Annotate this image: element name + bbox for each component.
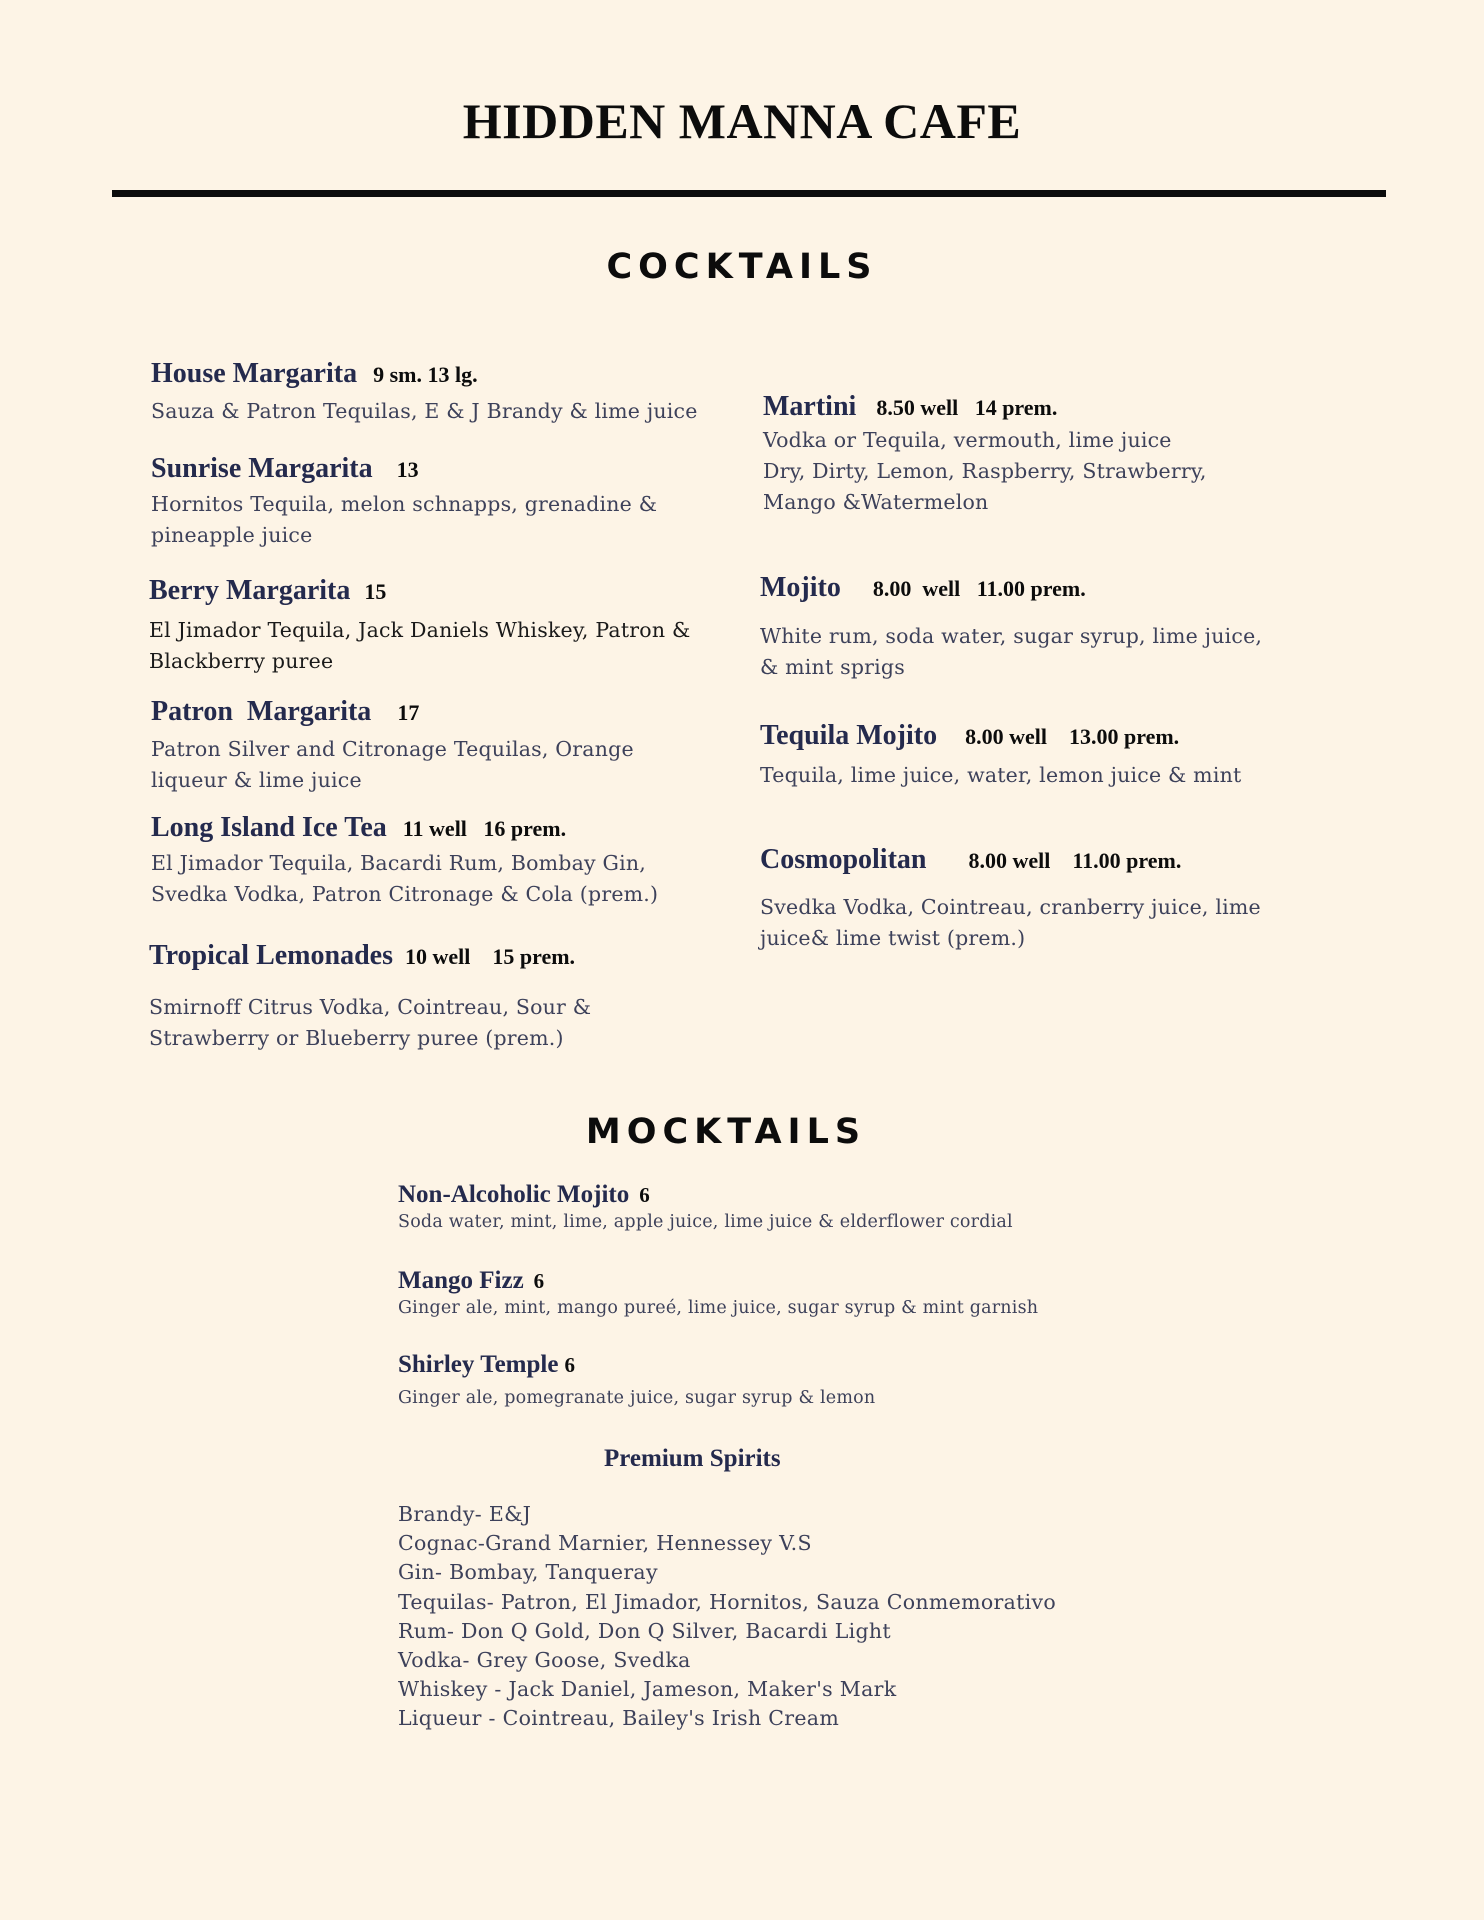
menu-item-shirley-temple	[398, 1351, 875, 1411]
item-name: Martini	[763, 391, 857, 422]
menu-item-tequila-mojito	[760, 720, 1241, 791]
item-description: El Jimador Tequila, Jack Daniels Whiskey, Patron & Blackberry puree	[149, 618, 691, 673]
menu-item-patron-margarita	[151, 696, 634, 796]
item-name: Tequila Mojito	[760, 720, 938, 751]
item-price: 8.00 well 11.00 prem.	[872, 576, 1086, 601]
menu-item-tropical-lemonades	[149, 940, 591, 1054]
menu-item-house-margarita	[151, 358, 698, 427]
item-name: Shirley Temple	[398, 1351, 559, 1378]
item-price: 6	[564, 1353, 575, 1377]
menu-item-berry-margarita	[149, 575, 690, 677]
item-name: Long Island Ice Tea	[151, 812, 387, 843]
item-name: Non-Alcoholic Mojito	[398, 1181, 630, 1208]
item-price: 15	[364, 579, 387, 604]
item-price: 8.00 well 13.00 prem.	[965, 724, 1180, 749]
cafe-title: HIDDEN MANNA CAFE	[462, 93, 1022, 149]
item-description: Patron Silver and Citronage Tequilas, Orange liqueur & lime juice	[151, 737, 634, 792]
spirit-line: Tequilas- Patron, El Jimador, Hornitos, Sauza Conmemorativo	[398, 1589, 1057, 1614]
item-name: Cosmopolitan	[760, 844, 927, 875]
item-name: Mango Fizz	[398, 1267, 524, 1294]
item-description: Tequila, lime juice, water, lemon juice & mint	[760, 763, 1242, 787]
item-price: 11 well 16 prem.	[402, 816, 567, 841]
spirit-line: Rum- Don Q Gold, Don Q Silver, Bacardi Light	[398, 1618, 891, 1643]
premium-spirits-title: Premium Spirits	[604, 1445, 781, 1472]
item-description: Sauza & Patron Tequilas, E & J Brandy & lime juice	[151, 399, 698, 423]
item-name: Tropical Lemonades	[149, 940, 393, 971]
item-description: Hornitos Tequila, melon schnapps, grenadine & pineapple juice	[151, 492, 658, 547]
item-price: 17	[397, 700, 420, 725]
item-price: 9 sm. 13 lg.	[373, 362, 478, 387]
menu-item-non-alcoholic-mojito	[398, 1181, 1013, 1235]
item-description: Vodka or Tequila, vermouth, lime juice Dry, Dirty, Lemon, Raspberry, Strawberry, Mango &Watermelon	[763, 428, 1207, 514]
menu-item-cosmopolitan	[760, 844, 1261, 954]
spirit-line: Gin- Bombay, Tanqueray	[398, 1560, 658, 1585]
item-name: Mojito	[760, 572, 841, 603]
title-divider	[112, 190, 1386, 197]
menu-item-sunrise-margarita	[151, 453, 657, 551]
item-description: White rum, soda water, sugar syrup, lime juice, & mint sprigs	[760, 624, 1263, 679]
item-price: 8.00 well 11.00 prem.	[968, 848, 1182, 873]
item-name: House Margarita	[151, 358, 358, 389]
menu-item-mojito	[760, 572, 1262, 683]
item-description: Svedka Vodka, Cointreau, cranberry juice, lime juice& lime twist (prem.)	[760, 895, 1261, 950]
spirit-line: Vodka- Grey Goose, Svedka	[398, 1648, 691, 1673]
spirit-line: Brandy- E&J	[398, 1502, 532, 1526]
item-name: Patron Margarita	[151, 696, 372, 727]
spirit-line: Liqueur - Cointreau, Bailey's Irish Cream	[398, 1706, 840, 1731]
item-description: Soda water, mint, lime, apple juice, lime juice & elderflower cordial	[398, 1212, 1013, 1232]
item-name: Sunrise Margarita	[151, 453, 373, 484]
item-description: Smirnoff Citrus Vodka, Cointreau, Sour & Strawberry or Blueberry puree (prem.)	[149, 995, 592, 1050]
item-description: Ginger ale, pomegranate juice, sugar syrup & lemon	[398, 1388, 876, 1408]
menu-item-mango-fizz	[398, 1267, 1038, 1321]
item-price: 6	[533, 1269, 545, 1293]
item-description: El Jimador Tequila, Bacardi Rum, Bombay Gin, Svedka Vodka, Patron Citronage & Cola (prem.)	[151, 851, 659, 906]
mocktails-heading: MOCKTAILS	[585, 1112, 867, 1152]
item-price: 13	[396, 457, 419, 482]
menu-item-long-island-ice-tea	[151, 812, 658, 910]
item-price: 6	[639, 1183, 650, 1207]
spirit-line: Whiskey - Jack Daniel, Jameson, Maker's Mark	[398, 1677, 897, 1702]
item-price: 8.50 well 14 prem.	[876, 395, 1058, 420]
item-description: Ginger ale, mint, mango pureé, lime juice, sugar syrup & mint garnish	[398, 1298, 1039, 1318]
item-price: 10 well 15 prem.	[404, 944, 576, 969]
premium-spirits-list	[398, 1500, 1056, 1734]
cocktails-heading: COCKTAILS	[606, 247, 878, 287]
menu-item-martini	[763, 391, 1207, 518]
spirit-line: Cognac-Grand Marnier, Hennessey V.S	[398, 1531, 812, 1556]
item-name: Berry Margarita	[149, 575, 351, 606]
